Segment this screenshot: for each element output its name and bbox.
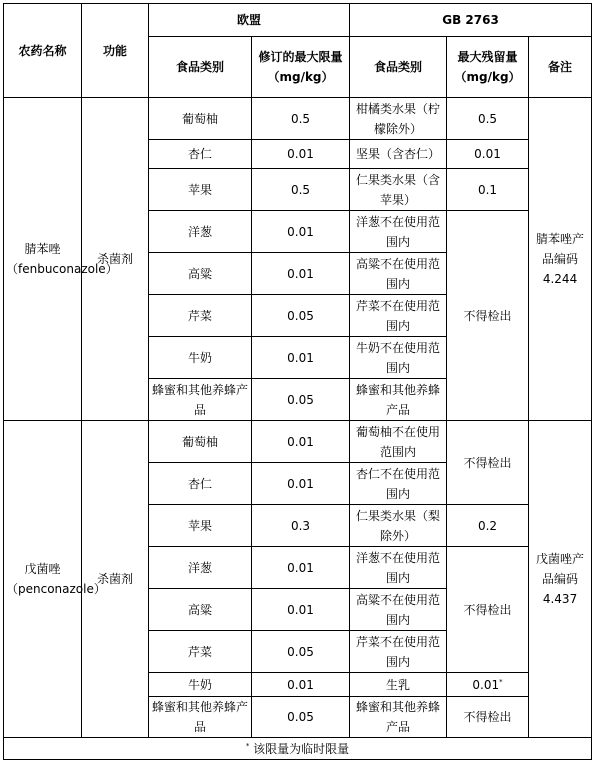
pesticide-name-cell: 腈苯唑（fenbuconazole） [4,98,82,421]
footnote-text: 该限量为临时限量 [253,741,350,756]
eu-mrl-cell: 0.05 [252,295,350,337]
gb-food-cell: 葡萄柚不在使用范围内 [350,421,447,463]
eu-food-cell: 葡萄柚 [149,421,252,463]
gb-food-cell: 高粱不在使用范围内 [350,589,447,631]
header-pesticide-name: 农药名称 [4,4,82,98]
gb-mrl-merged-cell: 不得检出 [447,547,529,673]
function-cell: 杀菌剂 [82,421,149,738]
header-function: 功能 [82,4,149,98]
eu-mrl-cell: 0.01 [252,253,350,295]
eu-mrl-cell: 0.5 [252,169,350,211]
eu-mrl-cell: 0.01 [252,337,350,379]
gb-mrl-cell: 0.5 [447,98,529,140]
gb-food-cell: 蜂蜜和其他养蜂产品 [350,697,447,738]
gb-food-cell: 坚果（含杏仁） [350,140,447,169]
eu-mrl-cell: 0.05 [252,379,350,421]
eu-food-cell: 芹菜 [149,295,252,337]
gb-mrl-cell: 0.01 [447,140,529,169]
eu-food-cell: 牛奶 [149,337,252,379]
eu-mrl-cell: 0.01 [252,589,350,631]
eu-mrl-cell: 0.01 [252,673,350,697]
footnote-row [4,738,592,760]
gb-food-cell: 高粱不在使用范围内 [350,253,447,295]
eu-food-cell: 蜂蜜和其他养蜂产品 [149,379,252,421]
eu-mrl-cell: 0.01 [252,421,350,463]
gb-mrl-merged-cell: 不得检出 [447,211,529,421]
gb-food-cell: 仁果类水果（含苹果） [350,169,447,211]
eu-mrl-cell: 0.05 [252,697,350,738]
gb-food-cell: 牛奶不在使用范围内 [350,337,447,379]
gb-food-cell: 生乳 [350,673,447,697]
gb-mrl-cell: 0.2 [447,505,529,547]
eu-food-cell: 高粱 [149,589,252,631]
eu-food-cell: 洋葱 [149,547,252,589]
header-gb2763: GB 2763 [350,4,592,37]
gb-food-cell: 蜂蜜和其他养蜂产品 [350,379,447,421]
table-row [4,98,592,140]
gb-mrl-cell: 不得检出 [447,697,529,738]
gb-food-cell: 芹菜不在使用范围内 [350,295,447,337]
footnote [4,738,592,760]
provisional-mark: * [499,677,503,686]
eu-mrl-cell: 0.3 [252,505,350,547]
eu-food-cell: 牛奶 [149,673,252,697]
gb-food-cell: 洋葱不在使用范围内 [350,211,447,253]
footnote-mark: * [245,741,250,750]
header-eu-food-category: 食品类别 [149,37,252,98]
gb-mrl-value: 0.01 [472,677,500,692]
eu-food-cell: 苹果 [149,505,252,547]
gb-mrl-cell [447,673,529,697]
pesticide-name-cell: 戊菌唑（penconazole） [4,421,82,738]
eu-food-cell: 苹果 [149,169,252,211]
eu-mrl-cell: 0.05 [252,631,350,673]
gb-food-cell: 洋葱不在使用范围内 [350,547,447,589]
eu-food-cell: 杏仁 [149,140,252,169]
eu-mrl-cell: 0.01 [252,140,350,169]
header-gb-max-residue: 最大残留量（mg/kg） [447,37,529,98]
header-eu: 欧盟 [149,4,350,37]
header-row-top [4,4,592,37]
table-row [4,421,592,463]
header-note: 备注 [529,37,592,98]
note-cell: 腈苯唑产品编码 4.244 [529,98,592,421]
eu-mrl-cell: 0.5 [252,98,350,140]
eu-mrl-cell: 0.01 [252,463,350,505]
gb-mrl-cell: 0.1 [447,169,529,211]
eu-food-cell: 高粱 [149,253,252,295]
gb-food-cell: 仁果类水果（梨除外） [350,505,447,547]
header-gb-food-category: 食品类别 [350,37,447,98]
gb-food-cell: 柑橘类水果（柠檬除外） [350,98,447,140]
note-cell: 戊菌唑产品编码 4.437 [529,421,592,738]
gb-mrl-merged-cell: 不得检出 [447,421,529,505]
eu-food-cell: 杏仁 [149,463,252,505]
function-cell: 杀菌剂 [82,98,149,421]
eu-mrl-cell: 0.01 [252,547,350,589]
gb-food-cell: 杏仁不在使用范围内 [350,463,447,505]
eu-mrl-cell: 0.01 [252,211,350,253]
eu-food-cell: 蜂蜜和其他养蜂产品 [149,697,252,738]
header-eu-revised-mrl: 修订的最大限量（mg/kg） [252,37,350,98]
gb-food-cell: 芹菜不在使用范围内 [350,631,447,673]
eu-food-cell: 葡萄柚 [149,98,252,140]
mrl-comparison-table [3,3,592,760]
eu-food-cell: 芹菜 [149,631,252,673]
eu-food-cell: 洋葱 [149,211,252,253]
